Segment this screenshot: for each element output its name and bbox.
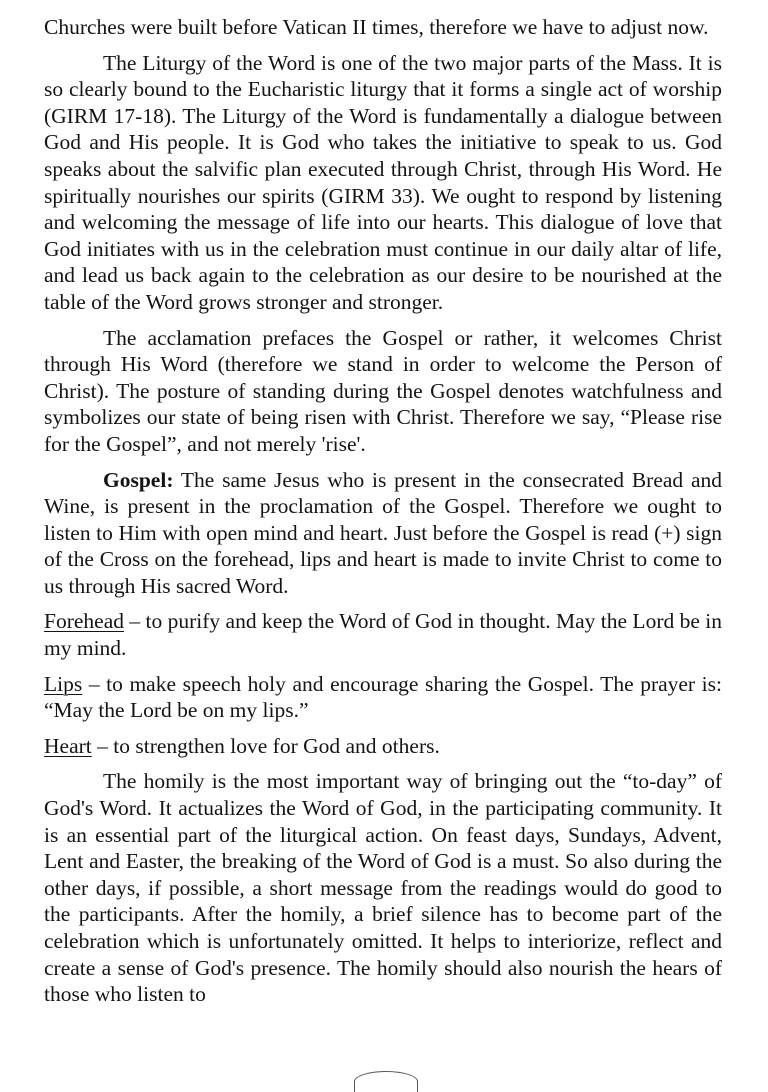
heart-label: Heart [44, 733, 92, 758]
paragraph-acclamation: The acclamation prefaces the Gospel or rather, it welcomes Christ through His Word (therefore we stand in order to welcome the Person of Christ). The posture of standing during the Gospel denotes watchfulness and symbolizes our state of being risen with Christ. Therefore we say, “Please rise for the Gospel”, and not merely 'rise'. [44, 325, 722, 456]
paragraph-liturgy-of-word: The Liturgy of the Word is one of the two major parts of the Mass. It is so clearly bound to the Eucharistic liturgy that it forms a single act of worship (GIRM 17-18). The Liturgy of the Word is fundamentally a dialogue between God and His people. It is God who takes the initiative to speak to us. God speaks about the salvific plan executed through Christ, through His Word. He spiritually nourishes our spirits (GIRM 33). We ought to respond by listening and welcoming the message of life into our hearts. This dialogue of love that God initiates with us in the celebration must continue in our daily altar of life, and lead us back again to the celebration as our desire to be nourished at the table of the Word grows stronger and stronger. [44, 50, 722, 314]
paragraph-intro: Churches were built before Vatican II times, therefore we have to adjust now. [44, 15, 709, 39]
gospel-text: The same Jesus who is present in the consecrated Bread and Wine, is present in the proclamation of the Gospel. Therefore we ought to listen to Him with open mind and heart. Just before the Gospel is read (+) sign of the Cross on the forehead, lips and heart is made to invite Christ to come to us through His sacred Word. [44, 467, 722, 598]
paragraph-homily: The homily is the most important way of bringing out the “to-day” of God's Word. It actualizes the Word of God, in the participating community. It is an essential part of the liturgical action. On feast days, Sundays, Advent, Lent and Easter, the breaking of the Word of God is a must. So also during the other days, if possible, a short message from the readings would do good to the participants. After the homily, a brief silence has to become part of the celebration which is unfortunately omitted. It helps to interiorize, reflect and create a sense of God's presence. The homily should also nourish the hears of those who listen to [44, 769, 722, 1007]
heart-text: – to strengthen love for God and others. [91, 733, 440, 758]
document-page [44, 14, 722, 1017]
paragraph-heart [44, 733, 722, 760]
forehead-label: Forehead [44, 609, 124, 634]
paragraph-forehead [44, 608, 722, 661]
forehead-text: – to purify and keep the Word of God in thought. May the Lord be in my mind. [44, 609, 722, 661]
paragraph-gospel [44, 467, 722, 600]
page-number-mark [354, 1071, 418, 1092]
lips-text: – to make speech holy and encourage sharing the Gospel. The prayer is: “May the Lord be on my lips.” [44, 671, 722, 723]
gospel-heading: Gospel: [103, 467, 174, 492]
paragraph-lips [44, 671, 722, 724]
lips-label: Lips [44, 671, 83, 696]
